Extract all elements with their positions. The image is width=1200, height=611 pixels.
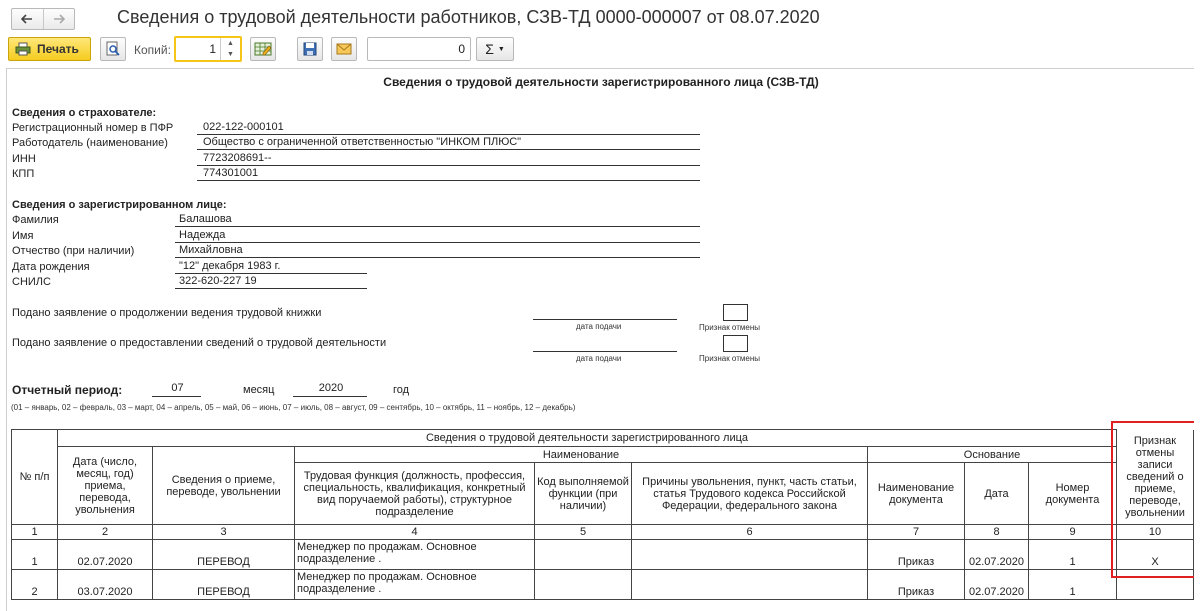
back-button[interactable] <box>12 9 43 29</box>
row-cancel: X <box>1117 540 1194 570</box>
date-line <box>533 351 677 352</box>
person-value: Балашова <box>175 213 700 227</box>
person-value: Михайловна <box>175 244 700 258</box>
table-row[interactable] <box>12 570 1194 600</box>
insurer-label: ИНН <box>12 153 36 165</box>
copies-label: Копий: <box>134 43 171 57</box>
copies-input[interactable] <box>174 36 242 62</box>
history-nav <box>11 8 75 30</box>
insurer-label: Регистрационный номер в ПФР <box>12 122 174 134</box>
row-info: ПЕРЕВОД <box>153 540 295 570</box>
insurer-value: 022-122-000101 <box>197 121 700 135</box>
sigma-icon: Σ <box>485 41 494 57</box>
insurer-heading: Сведения о страхователе: <box>12 107 157 119</box>
arrow-left-icon <box>21 14 33 24</box>
copies-value: 1 <box>209 42 216 56</box>
year-label: год <box>393 384 410 396</box>
column-numbers-row <box>12 525 1194 540</box>
row-doc-num: 1 <box>1029 570 1117 600</box>
insurer-value: 7723208691-- <box>197 152 700 166</box>
preview-button[interactable] <box>100 37 126 61</box>
date-caption: дата подачи <box>576 322 622 331</box>
header-date: Дата (число, месяц, год) приема, перевода, увольнения <box>58 447 153 525</box>
header-code: Код выполняемой функции (при наличии) <box>535 463 632 525</box>
insurer-label: Работодатель (наименование) <box>12 137 168 149</box>
copies-stepper[interactable] <box>220 38 240 60</box>
document-area <box>6 68 1194 611</box>
person-label: СНИЛС <box>12 276 51 288</box>
person-heading: Сведения о зарегистрированном лице: <box>12 199 227 211</box>
row-function: Менеджер по продажам. Основное подразделение . <box>295 540 535 570</box>
toolbar <box>0 36 1200 66</box>
period-year: 2020 <box>293 382 367 397</box>
header-function: Трудовая функция (должность, профессия, специальность, квалификация, конкретный вид поручаемой работы), структурное подразделение <box>295 463 535 525</box>
cancel-box <box>723 335 748 352</box>
magnifier-page-icon <box>105 41 121 57</box>
month-label: месяц <box>243 384 275 396</box>
header-doc-num: Номер документа <box>1029 463 1117 525</box>
highlight-frame <box>1111 421 1194 578</box>
row-doc-date: 02.07.2020 <box>965 540 1029 570</box>
sum-field[interactable] <box>367 37 471 61</box>
row-code <box>535 540 632 570</box>
person-label: Отчество (при наличии) <box>12 245 135 257</box>
header-cancel: Признак отмены записи сведений о приеме, переводе, увольнении <box>1117 430 1194 525</box>
row-function: Менеджер по продажам. Основное подразделение . <box>295 570 535 600</box>
statement-text: Подано заявление о предоставлении сведений о трудовой деятельности <box>12 337 387 349</box>
column-number: 4 <box>295 525 535 540</box>
floppy-disk-icon <box>303 42 317 56</box>
row-date: 03.07.2020 <box>58 570 153 600</box>
header-doc-date: Дата <box>965 463 1029 525</box>
row-code <box>535 570 632 600</box>
row-num: 2 <box>12 570 58 600</box>
column-number: 5 <box>535 525 632 540</box>
person-value: Надежда <box>175 229 700 243</box>
document-title: Сведения о трудовой деятельности зарегистрированного лица (СЗВ-ТД) <box>383 75 819 89</box>
row-doc-name: Приказ <box>868 540 965 570</box>
save-button[interactable] <box>297 37 323 61</box>
cancel-box <box>723 304 748 321</box>
sum-dropdown-button[interactable] <box>476 37 514 61</box>
row-reason <box>632 540 868 570</box>
header-doc-name: Наименование документа <box>868 463 965 525</box>
header-basis-group: Основание <box>868 447 1117 463</box>
print-button-label: Печать <box>37 42 79 56</box>
insurer-label: КПП <box>12 168 35 180</box>
row-reason <box>632 570 868 600</box>
sum-value: 0 <box>458 42 465 56</box>
person-label: Фамилия <box>12 214 59 226</box>
row-doc-num: 1 <box>1029 540 1117 570</box>
envelope-icon <box>336 43 352 55</box>
send-email-button[interactable] <box>331 37 357 61</box>
header-main: Сведения о трудовой деятельности зарегистрированного лица <box>58 430 1117 447</box>
date-line <box>533 319 677 320</box>
activity-table <box>11 429 1194 600</box>
table-row[interactable] <box>12 540 1194 570</box>
row-date: 02.07.2020 <box>58 540 153 570</box>
column-number: 9 <box>1029 525 1117 540</box>
printer-icon <box>15 42 31 56</box>
column-number: 1 <box>12 525 58 540</box>
header-num: № п/п <box>12 430 58 525</box>
print-button[interactable] <box>8 37 91 61</box>
edit-mode-button[interactable] <box>250 37 276 61</box>
row-doc-name: Приказ <box>868 570 965 600</box>
column-number: 10 <box>1117 525 1194 540</box>
row-info: ПЕРЕВОД <box>153 570 295 600</box>
cancel-caption: Признак отмены <box>699 323 760 332</box>
person-label: Дата рождения <box>12 261 90 273</box>
period-label: Отчетный период: <box>12 383 123 397</box>
person-value: "12" декабря 1983 г. <box>175 260 367 274</box>
stepper-down-icon[interactable]: ▼ <box>227 51 234 58</box>
date-caption: дата подачи <box>576 354 622 363</box>
row-doc-date: 02.07.2020 <box>965 570 1029 600</box>
chevron-down-icon: ▼ <box>497 45 505 53</box>
stepper-up-icon[interactable]: ▲ <box>227 40 234 47</box>
column-number: 6 <box>632 525 868 540</box>
arrow-right-icon <box>53 14 65 24</box>
month-codes-hint: (01 – январь, 02 – февраль, 03 – март, 04 – апрель, 05 – май, 06 – июнь, 07 – июль, 08 – август, 09 – сентябрь, 10 – октябрь, 11 – ноябрь, 12 – декабрь) <box>11 403 576 412</box>
insurer-value: 774301001 <box>197 167 700 181</box>
column-number: 7 <box>868 525 965 540</box>
window-title: Сведения о трудовой деятельности работников, СЗВ-ТД 0000-000007 от 08.07.2020 <box>117 7 820 27</box>
header-reason: Причины увольнения, пункт, часть статьи, статья Трудового кодекса Российской Федерации, федерального закона <box>632 463 868 525</box>
person-value: 322-620-227 19 <box>175 275 367 289</box>
column-number: 2 <box>58 525 153 540</box>
forward-button[interactable] <box>43 9 74 29</box>
period-month: 07 <box>152 382 201 397</box>
column-number: 3 <box>153 525 295 540</box>
title-bar <box>0 0 1200 34</box>
cancel-caption: Признак отмены <box>699 354 760 363</box>
row-num: 1 <box>12 540 58 570</box>
column-number: 8 <box>965 525 1029 540</box>
header-info: Сведения о приеме, переводе, увольнении <box>153 447 295 525</box>
edit-table-icon <box>254 41 272 57</box>
insurer-value: Общество с ограниченной ответственностью "ИНКОМ ПЛЮС" <box>197 136 700 150</box>
person-label: Имя <box>12 230 34 242</box>
header-name-group: Наименование <box>295 447 868 463</box>
statement-text: Подано заявление о продолжении ведения трудовой книжки <box>12 307 322 319</box>
